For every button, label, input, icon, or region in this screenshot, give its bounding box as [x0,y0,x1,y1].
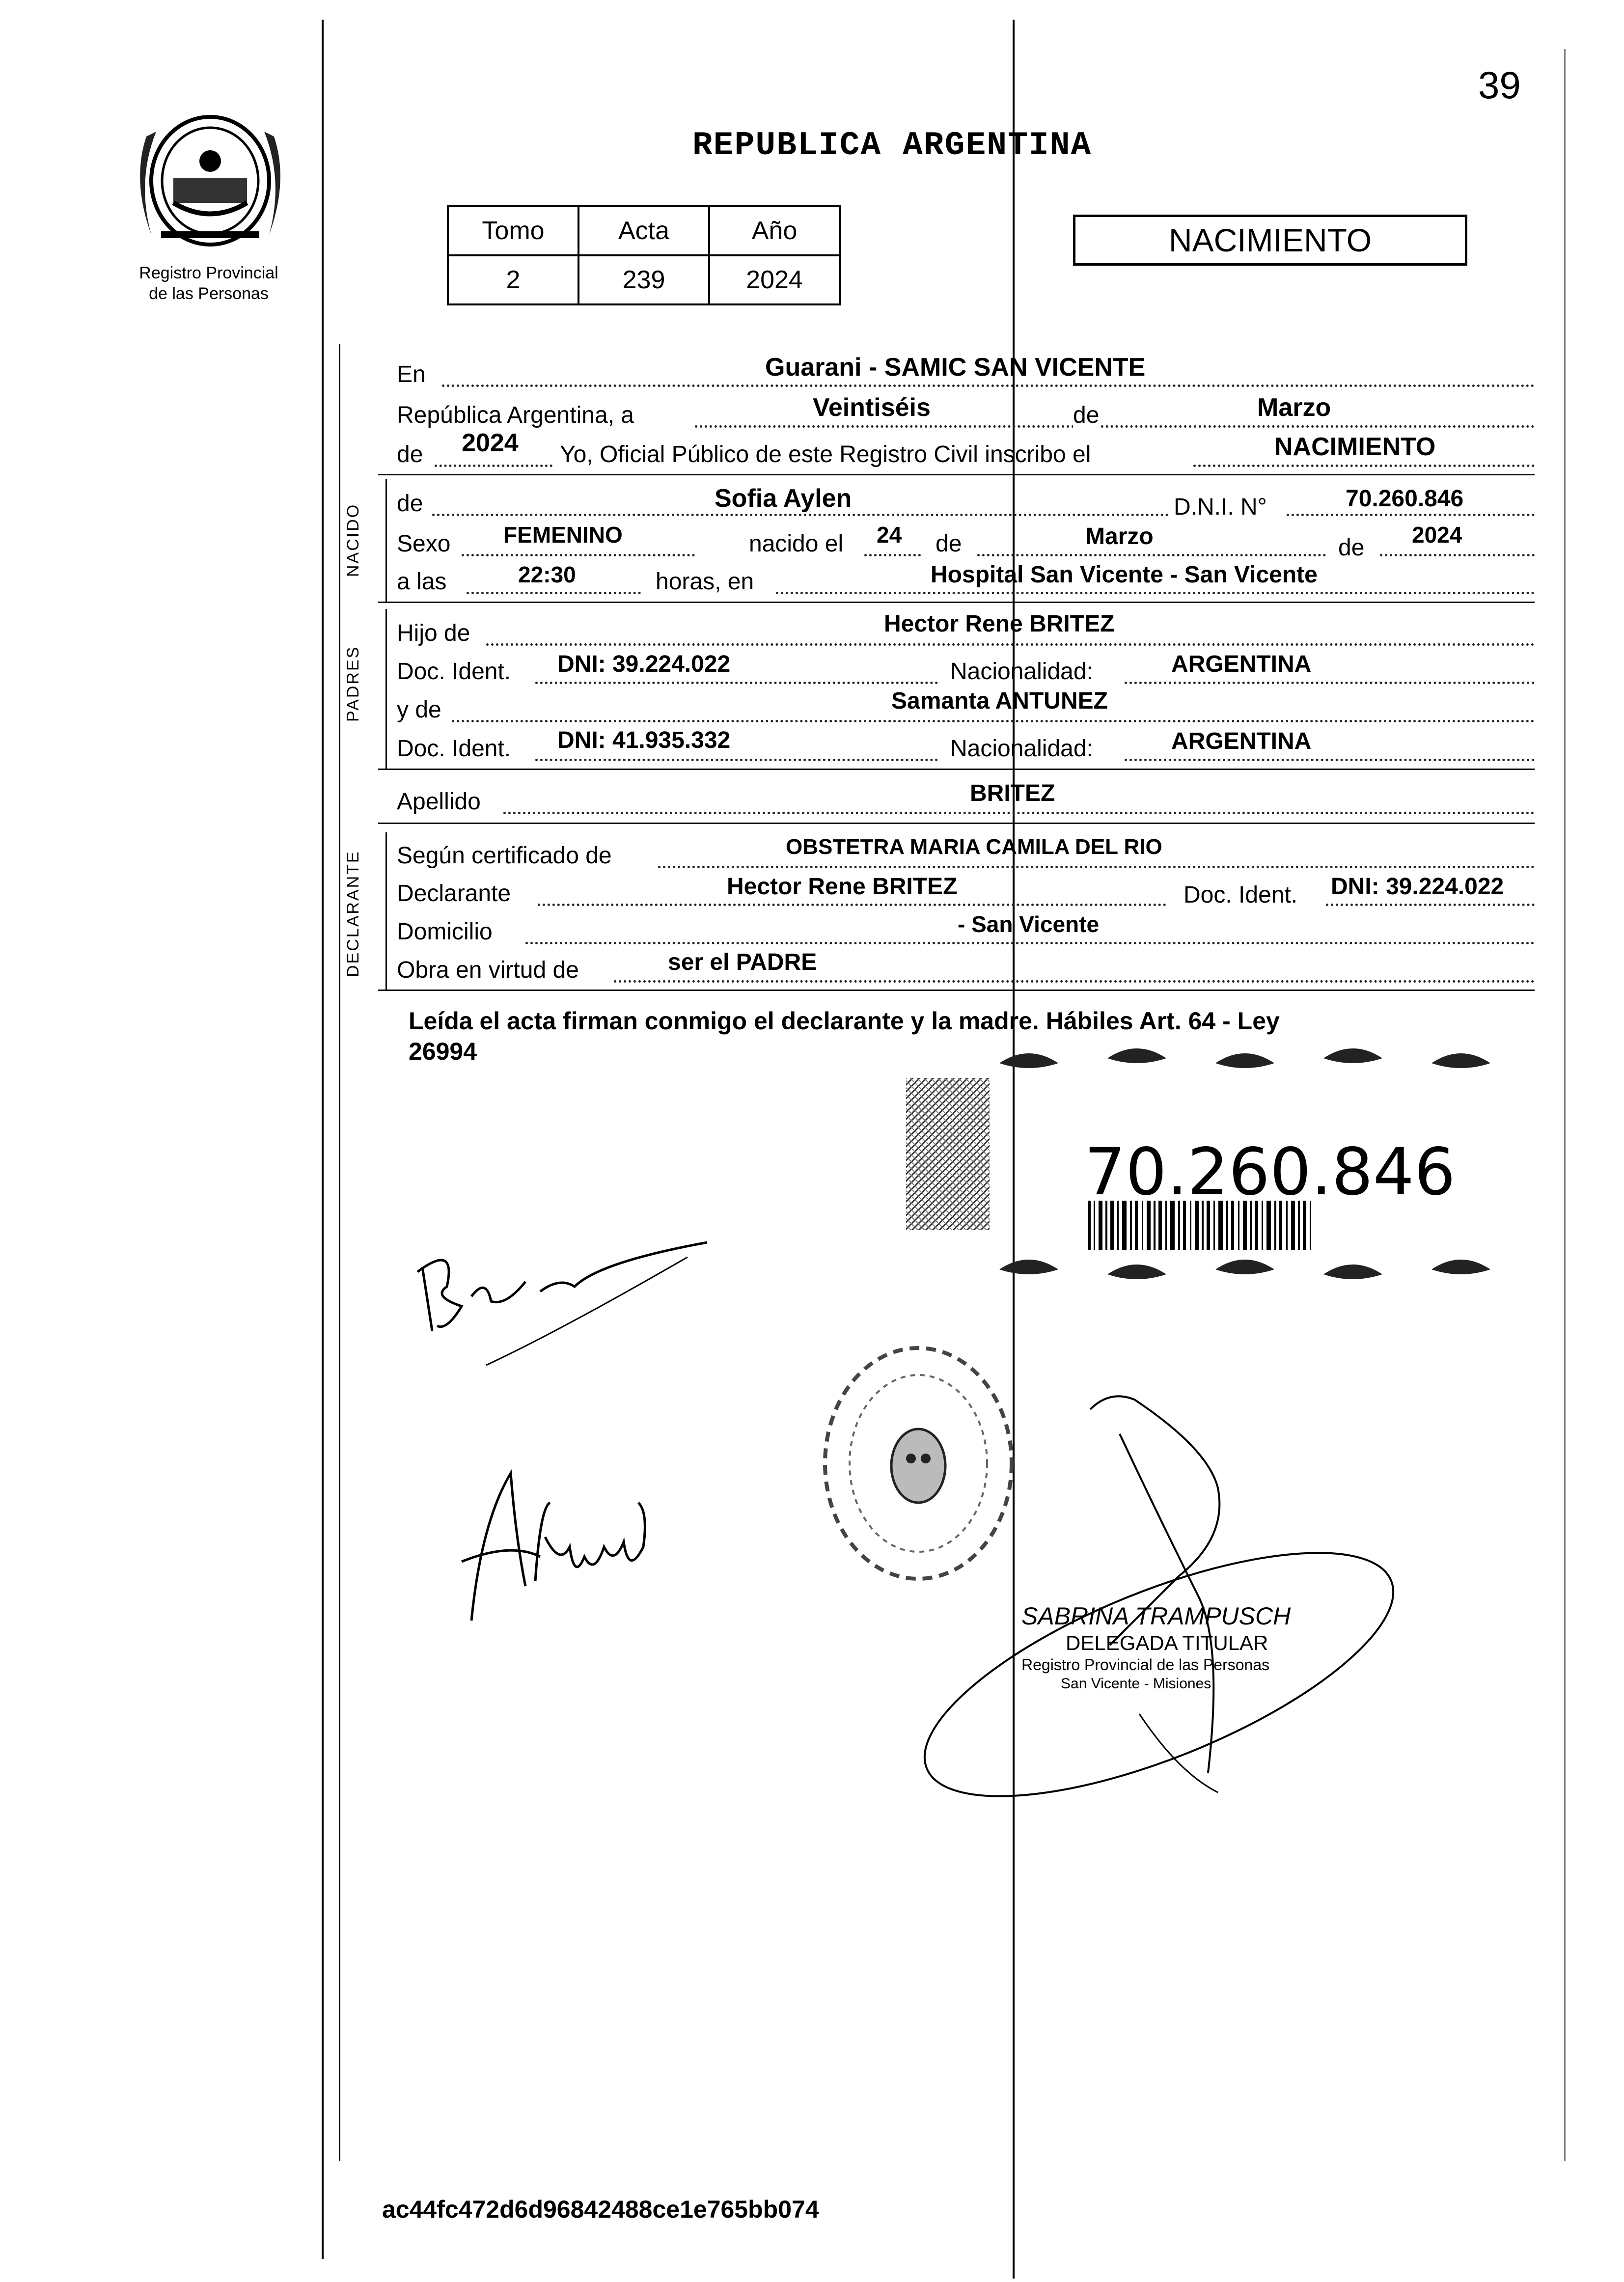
obra-label: Obra en virtud de [397,957,579,983]
dotted-line [1287,514,1535,516]
dni-value: 70.260.846 [1346,486,1464,512]
issuer-line1: Registro Provincial [139,264,278,282]
header-anio: Año [709,206,840,255]
inscribo-value: NACIMIENTO [1274,433,1436,461]
dotted-line [435,465,552,467]
nacido-dia: 24 [877,522,902,548]
anio-prefix: de [397,441,423,467]
official-location: San Vicente - Misiones [1061,1676,1211,1692]
en-value: Guarani - SAMIC SAN VICENTE [765,353,1146,382]
domicilio-label: Domicilio [397,919,493,945]
dni-label: D.N.I. N° [1174,494,1267,520]
apellido-label: Apellido [397,789,481,815]
dotted-line [1326,904,1535,906]
registry-table [447,205,841,305]
dotted-line [695,425,1535,428]
margin-rule [339,344,340,2161]
side-label-padres: PADRES [344,645,362,722]
padre-value: Hector Rene BRITEZ [884,611,1115,637]
madre-doc: DNI: 41.935.332 [557,727,731,753]
padre-doc-label: Doc. Ident. [397,659,511,685]
padre-nac: ARGENTINA [1171,651,1312,677]
dotted-line [977,554,1326,556]
dotted-line [1380,554,1535,556]
lugar-value: Hospital San Vicente - San Vicente [931,562,1318,588]
value-tomo: 2 [448,255,578,304]
section-bracket [385,479,387,602]
dotted-line [535,682,938,684]
official-signature [904,1370,1419,1812]
official-role: DELEGADA TITULAR [1066,1631,1268,1654]
official-office: Registro Provincial de las Personas [1021,1656,1270,1674]
record-type-box: NACIMIENTO [1073,215,1467,266]
declarante-doc: DNI: 39.224.022 [1331,874,1504,900]
dotted-line [864,554,921,556]
official-name: SABRINA TRAMPUSCH [1021,1602,1291,1630]
signature-madre [452,1463,658,1628]
padre-doc: DNI: 39.224.022 [557,651,731,677]
value-acta: 239 [578,255,709,304]
apellido-value: BRITEZ [970,780,1055,806]
madre-nac-label: Nacionalidad: [950,736,1093,762]
declarante-label: Declarante [397,880,511,907]
nacido-mes: Marzo [1085,523,1154,550]
dotted-line [525,942,1535,944]
dotted-line [1125,759,1535,761]
section-divider [378,602,1535,603]
document-title: REPUBLICA ARGENTINA [692,127,1092,165]
nacido-label: nacido el [749,531,844,557]
right-margin-rule [1564,49,1566,2161]
header-tomo: Tomo [448,206,578,255]
en-label: En [397,361,426,387]
padre-nac-label: Nacionalidad: [950,659,1093,685]
dotted-line [614,980,1535,983]
issuer-label [110,263,307,304]
certificado-value: OBSTETRA MARIA CAMILA DEL RIO [786,835,1162,859]
republica-label: República Argentina, a [397,402,634,428]
issuer-line2: de las Personas [149,284,269,303]
nombre-label: de [397,491,423,517]
side-label-declarante: DECLARANTE [344,850,362,977]
crest-icon [127,107,294,255]
anio-value: 2024 [462,429,519,457]
certificado-label: Según certificado de [397,843,612,869]
madre-value: Samanta ANTUNEZ [891,688,1108,714]
dia-value: Veintiséis [813,393,931,422]
dotted-line [452,720,1535,722]
dotted-line [486,643,1535,646]
declarante-value: Hector Rene BRITEZ [727,874,958,900]
declarante-doc-label: Doc. Ident. [1184,882,1298,908]
sexo-value: FEMENINO [503,522,623,548]
madre-doc-label: Doc. Ident. [397,736,511,762]
dotted-line [503,812,1535,814]
nacido-de1: de [936,531,962,557]
section-bracket [385,832,387,990]
nacido-de2: de [1338,535,1365,561]
dotted-line [776,592,1535,594]
mes-value: Marzo [1257,393,1331,422]
sticker-dni: 70.260.846 [1084,1134,1456,1210]
document-hash: ac44fc472d6d96842488ce1e765bb074 [382,2196,819,2223]
section-divider [378,769,1535,770]
horas-label: horas, en [656,569,754,595]
value-anio: 2024 [709,255,840,304]
page-number: 39 [1478,63,1521,107]
section-divider [378,474,1535,475]
nombre-value: Sofia Aylen [715,484,852,513]
alas-label: a las [397,569,447,595]
madre-nac: ARGENTINA [1171,728,1312,754]
domicilio-value: - San Vicente [958,911,1100,937]
section-divider [378,823,1535,824]
inscribo-text: Yo, Oficial Público de este Registro Civil inscribo el [560,441,1091,467]
dotted-line [535,759,938,761]
closing-note-line2: 26994 [409,1038,477,1065]
dotted-line [462,554,695,556]
obra-value: ser el PADRE [668,949,817,975]
dotted-line [442,385,1535,387]
yde-label: y de [397,697,441,723]
signature-declarante [413,1233,717,1382]
sexo-label: Sexo [397,531,451,557]
dotted-line [1125,682,1535,684]
dotted-line [467,592,641,594]
dotted-line [1193,465,1535,467]
hijo-label: Hijo de [397,620,470,646]
section-bracket [385,609,387,769]
de-label: de [1073,402,1100,428]
margin-rule [322,20,324,2259]
nacido-anio: 2024 [1412,522,1462,548]
closing-note-line1: Leída el acta firman conmigo el declarante y la madre. Hábiles Art. 64 - Ley [409,1007,1280,1035]
header-acta: Acta [578,206,709,255]
side-label-nacido: NACIDO [344,503,362,577]
dotted-line [658,866,1535,868]
dotted-line [538,904,1166,906]
section-divider [378,990,1535,991]
hora-value: 22:30 [518,562,576,587]
dotted-line [432,514,1169,516]
